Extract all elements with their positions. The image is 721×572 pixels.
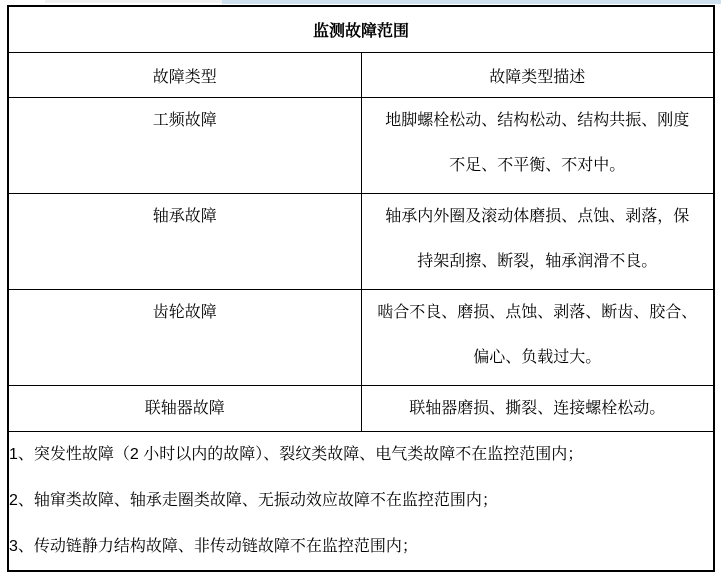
title-row xyxy=(8,6,714,53)
description-line: 地脚螺栓松动、结构松动、结构共振、刚度 xyxy=(385,112,690,129)
fault-type-cell: 轴承故障 xyxy=(8,194,361,290)
fault-description-cell xyxy=(361,98,714,194)
column-header-fault-description: 故障类型描述 xyxy=(361,53,714,98)
description-line: 联轴器磨损、撕裂、连接螺栓松动。 xyxy=(409,400,666,417)
table-title: 监测故障范围 xyxy=(8,6,714,53)
table-row-power-frequency-fault xyxy=(8,98,714,194)
fault-scope-table xyxy=(7,5,715,572)
description-line: 不足、不平衡、不对中。 xyxy=(449,157,626,174)
description-line: 轴承内外圈及滚动体磨损、点蚀、剥落，保 xyxy=(385,208,690,225)
fault-description-cell xyxy=(361,290,714,386)
note-line-3: 3、传动链静力结构故障、非传动链故障不在监控范围内； xyxy=(9,538,418,555)
column-header-fault-type: 故障类型 xyxy=(8,53,361,98)
note-line-1: 1、突发性故障（2 小时以内的故障）、裂纹类故障、电气类故障不在监控范围内； xyxy=(9,446,584,463)
fault-description-cell xyxy=(361,386,714,432)
header-row xyxy=(8,53,714,98)
notes-cell xyxy=(8,432,714,572)
fault-description-cell xyxy=(361,194,714,290)
top-edge-strip-blue xyxy=(222,0,721,4)
table-row-bearing-fault xyxy=(8,194,714,290)
notes-row xyxy=(8,432,714,572)
fault-type-cell: 联轴器故障 xyxy=(8,386,361,432)
description-line: 持架刮擦、断裂，轴承润滑不良。 xyxy=(417,253,658,270)
note-line-2: 2、轴窜类故障、轴承走圈类故障、无振动效应故障不在监控范围内； xyxy=(9,492,498,509)
table-row-coupling-fault xyxy=(8,386,714,432)
table-row-gear-fault xyxy=(8,290,714,386)
fault-type-cell: 齿轮故障 xyxy=(8,290,361,386)
top-edge-strip-gray xyxy=(45,0,222,3)
description-line: 啮合不良、磨损、点蚀、剥落、断齿、胶合、 xyxy=(377,304,698,321)
description-line: 偏心、负载过大。 xyxy=(473,349,602,366)
fault-type-cell: 工频故障 xyxy=(8,98,361,194)
